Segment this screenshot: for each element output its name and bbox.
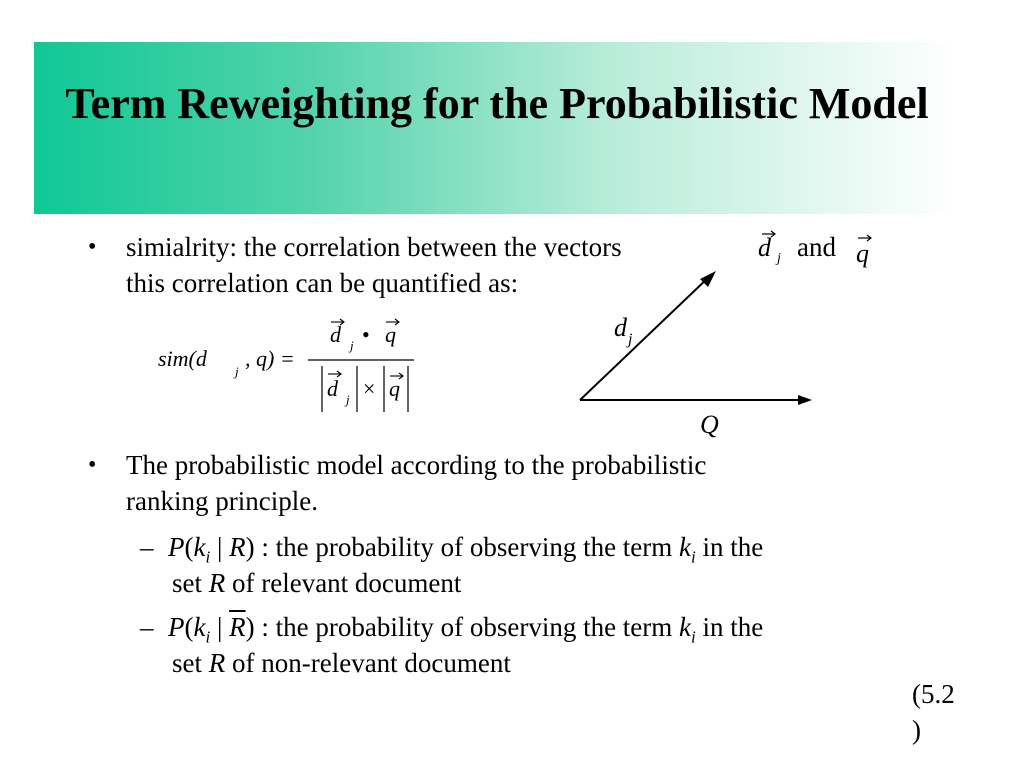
equation-number [912, 676, 955, 748]
svg-text:j: j [346, 392, 350, 407]
vector-q [850, 228, 880, 272]
sub-bullet-1-line-1: $P(k_i$ | R) : the probability of observing the term $k_i$ in the [168, 532, 764, 567]
slide-title: Term Reweighting for the Probabilistic Model [65, 79, 929, 128]
bullet-2-marker: • [88, 452, 97, 478]
svg-text:×: × [363, 376, 376, 401]
sub-bullet-2-line-1: $P(k_i$ | $\overline{R}$) : the probability of observing the term $k_i$ in the [168, 612, 764, 647]
bullet-1-and: and [797, 232, 836, 262]
dj-vector-line [580, 276, 710, 400]
bullet-1-line-1: simialrity: the correlation between the vectors [126, 232, 622, 262]
bullet-1-marker: • [88, 234, 97, 260]
svg-text:q: q [385, 322, 396, 347]
svg-text:d: d [330, 322, 341, 347]
bullet-1-line-2: this correlation can be quantified as: [126, 268, 519, 298]
svg-text:d: d [758, 233, 771, 262]
q-vector-arrowhead [798, 395, 812, 405]
svg-text:, q) =: , q) = [245, 346, 295, 371]
svg-text:j: j [777, 251, 781, 266]
sub-bullet-2-marker: – [140, 612, 154, 642]
dj-label: d [614, 313, 627, 342]
svg-text:j: j [235, 364, 239, 379]
equation-number-line-2: ) [912, 715, 921, 745]
svg-text:q: q [389, 376, 400, 401]
equation-number-line-1: (5.2 [912, 679, 955, 709]
vector-angle-diagram [560, 260, 830, 440]
svg-text:d: d [327, 376, 338, 401]
svg-text:sim(d: sim(d [158, 346, 207, 371]
sub-bullet-1-marker: – [140, 532, 154, 562]
sub-bullet-1-line-2: set R of relevant document [172, 568, 462, 598]
dj-label-sub: j [628, 331, 633, 348]
svg-text:q: q [856, 239, 869, 268]
q-label: Q [700, 410, 719, 439]
sub-bullet-2-line-2: set R of non-relevant document [172, 648, 511, 678]
bullet-2-line-2: ranking principle. [126, 486, 318, 516]
svg-text:j: j [350, 338, 354, 353]
bullet-2-line-1: The probabilistic model according to the probabilistic [126, 450, 707, 480]
similarity-formula [150, 308, 430, 420]
svg-text:•: • [362, 322, 370, 347]
r-bar-complement: $\overline{R}$ [229, 612, 246, 642]
